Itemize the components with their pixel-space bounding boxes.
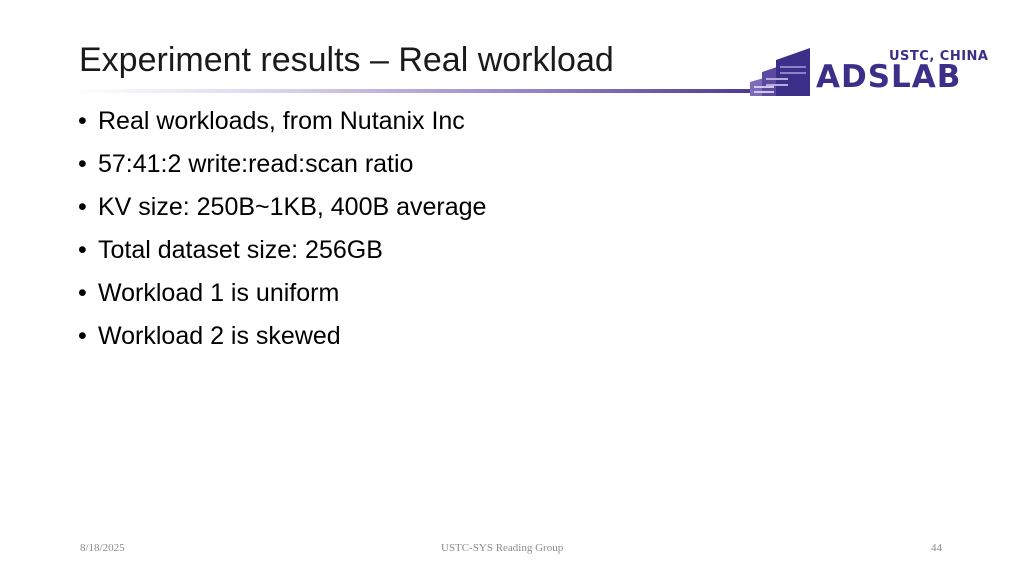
- bullet-text: Workload 2 is skewed: [98, 322, 341, 350]
- bullet-dot: •: [78, 322, 87, 350]
- bullet-dot: •: [78, 107, 87, 135]
- page-number: 44: [931, 542, 942, 554]
- bullet-item: [78, 186, 486, 229]
- bullet-dot: •: [78, 150, 87, 178]
- logo-subtitle: USTC, CHINA: [889, 49, 989, 64]
- footer-date: 8/18/2025: [80, 542, 125, 554]
- bullet-list: [78, 100, 486, 358]
- bullet-text: Total dataset size: 256GB: [98, 236, 383, 264]
- bullet-item: [78, 229, 486, 272]
- bullet-text: 57:41:2 write:read:scan ratio: [98, 150, 414, 178]
- bullet-item: [78, 315, 486, 358]
- footer-title: USTC-SYS Reading Group: [441, 542, 564, 554]
- bullet-item: [78, 100, 486, 143]
- adslab-logo: [748, 44, 1014, 98]
- bullet-item: [78, 272, 486, 315]
- bullet-dot: •: [78, 236, 87, 264]
- title-underline: [76, 89, 766, 93]
- bullet-text: Workload 1 is uniform: [98, 279, 340, 307]
- bullet-text: Real workloads, from Nutanix Inc: [98, 107, 465, 135]
- bullet-text: KV size: 250B~1KB, 400B average: [98, 193, 487, 221]
- bullet-dot: •: [78, 193, 87, 221]
- logo-name: ADSLAB: [816, 59, 962, 95]
- stacked-buildings-icon: [748, 44, 818, 98]
- slide-title: Experiment results – Real workload: [79, 41, 614, 79]
- bullet-item: [78, 143, 486, 186]
- bullet-dot: •: [78, 279, 87, 307]
